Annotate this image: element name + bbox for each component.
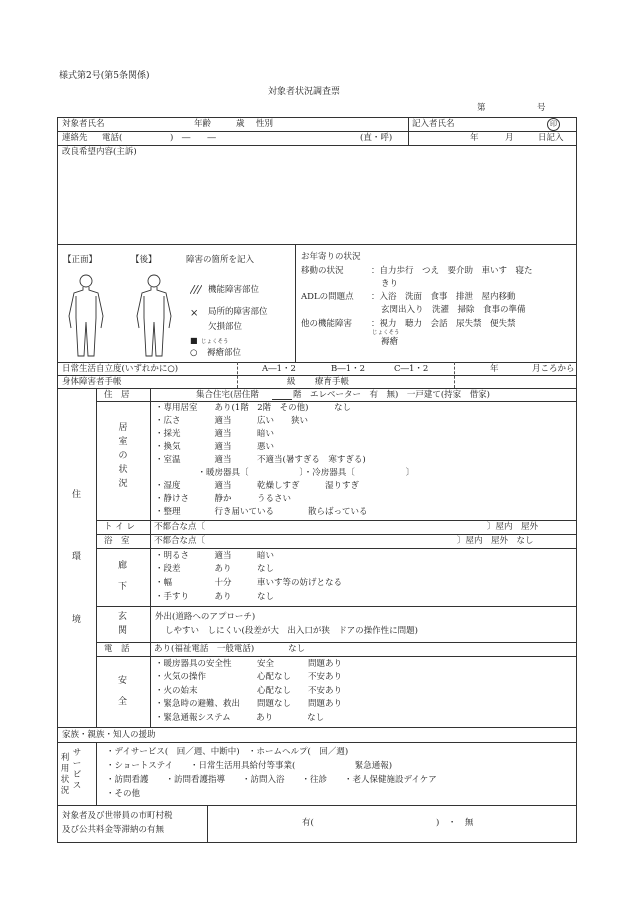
divider [57, 362, 577, 363]
page-title: 対象者状況調査票 [268, 87, 341, 97]
square-legend-icon: ■ [190, 336, 198, 345]
elderly-title: お年寄りの状況 [301, 252, 361, 262]
adl-values: ：入浴 洗面 食事 排泄 屋内移動 [371, 292, 516, 302]
date-day: 日記入 [538, 133, 564, 143]
body-front-figure [62, 272, 110, 360]
phone-type: (直・呼) [360, 133, 393, 143]
divider [96, 520, 577, 521]
divider [150, 388, 151, 727]
room-line-2: ・広さ 適当 広い 狭い [155, 416, 309, 426]
improvement-label: 改良希望内容(主訴) [62, 147, 137, 157]
services-line-3: ・訪問看護 ・訪問看護指導 ・訪問入浴 ・往診 ・老人保健施設デイケア [106, 775, 437, 785]
date-month: 月 [505, 133, 514, 143]
independence-b: B―1・2 [331, 364, 366, 374]
adl-values-cont: 玄関出入り 洗濯 掃除 食事の準備 [381, 305, 526, 315]
services-line-2: ・ショートステイ ・日常生活用具給付等事業( 緊急通報) [106, 761, 393, 771]
divider [96, 401, 577, 402]
handbook-label: 身体障害者手帳 [62, 377, 122, 387]
family-label: 家族・親族・知人の援助 [62, 730, 156, 740]
entrance-line-1: 外出(道路へのアプローチ) [155, 612, 256, 622]
safety-line-2: ・火気の操作 心配なし 不安あり [155, 672, 343, 682]
legend-functional: 機能障害部位 [208, 285, 260, 295]
tax-label-2: 及び公共料金等滞納の有無 [62, 825, 165, 835]
legend-local: 局所的障害部位 [208, 307, 268, 317]
toilet-options: 〕屋内 屋外 [487, 522, 539, 532]
name-label: 対象者氏名 [62, 119, 105, 129]
divider [408, 117, 409, 145]
divider [295, 244, 296, 362]
age-unit: 歳 [236, 119, 245, 129]
divider [96, 606, 577, 607]
services-line-4: ・その他 [106, 789, 141, 799]
hallway-label-1: 廊 [118, 561, 128, 571]
divider [96, 534, 577, 535]
phone-separator: ) ― ― [170, 133, 216, 143]
adl-label: ADLの問題点 [301, 292, 354, 302]
room-line-1: ・専用居室 あり(1階 2階 その他) なし [155, 403, 351, 413]
divider [57, 145, 577, 146]
environment-label-3: 境 [72, 615, 82, 625]
room-line-3: ・採光 適当 暗い [155, 429, 275, 439]
age-label: 年齢 [194, 119, 212, 129]
safety-label-1: 安 [118, 676, 128, 686]
housing-values-2: 階 エレベーター 有 無) 一戸建て(持家 借家) [293, 390, 490, 400]
entrance-label-2: 関 [118, 626, 128, 636]
disability-instruction: 障害の箇所を記入 [186, 255, 255, 265]
other-bedsore: 褥瘡 [381, 337, 399, 347]
contact-label: 連絡先 [62, 133, 88, 143]
environment-label-2: 環 [72, 552, 82, 562]
sex-label: 性別 [256, 119, 274, 129]
divider [57, 375, 577, 376]
floor-blank-line [272, 399, 292, 400]
divider [96, 742, 97, 805]
room-label: 居室の状況 [118, 423, 128, 489]
divider [454, 362, 455, 388]
entrance-line-2: しやすい しにくい(段差が大 出入口が狭 ドアの操作性に問題) [165, 626, 418, 636]
room-line-4: ・換気 適当 悪い [155, 442, 275, 452]
hallway-line-4: ・手すり あり なし [155, 592, 275, 602]
phone-label: 電話( [102, 133, 123, 143]
divider [96, 388, 97, 727]
independence-c: C―1・2 [394, 364, 429, 374]
tax-label-1: 対象者及び世帯員の市町村税 [62, 811, 173, 821]
cross-legend-icon: × [190, 308, 199, 319]
date-year: 年 [470, 133, 479, 143]
recorder-label: 記入者氏名 [412, 119, 455, 129]
handbook-grade: 級 [287, 377, 296, 387]
body-back-figure [130, 272, 178, 360]
number-prefix: 第 [477, 103, 486, 113]
hallway-label-2: 下 [118, 582, 128, 592]
mobility-label: 移動の状況 [301, 266, 344, 276]
phone-env-values: あり(福祉電話 一般電話) なし [154, 644, 306, 654]
toilet-problem: 不都合な点〔 [154, 522, 206, 532]
circle-legend-icon: ○ [190, 348, 198, 358]
divider [57, 388, 577, 389]
divider [57, 805, 577, 806]
mobility-values-cont: きり [381, 279, 399, 289]
divider [96, 548, 577, 549]
divider [207, 805, 208, 843]
safety-label-2: 全 [118, 697, 128, 707]
room-line-7: ・湿度 適当 乾燥しすぎ 湿りすぎ [155, 481, 360, 491]
room-line-6: ・暖房器具〔 〕・冷房器具〔 〕 [155, 468, 415, 478]
safety-line-5: ・緊急通報システム あり なし [155, 713, 325, 723]
safety-line-3: ・火の始末 心配なし 不安あり [155, 686, 343, 696]
environment-label-1: 住 [72, 490, 82, 500]
bath-problem: 不都合な点〔 [154, 536, 206, 546]
mobility-values: ：自力歩行 つえ 要介助 車いす 寝た [371, 266, 533, 276]
entrance-label-1: 玄 [118, 612, 128, 622]
services-side-label-2: 利用状況 [60, 753, 70, 797]
bath-options: 〕屋内 屋外 なし [457, 536, 534, 546]
safety-line-4: ・緊急時の避難、救出 問題なし 問題あり [155, 699, 343, 709]
services-side-label-1: サービス [72, 748, 82, 792]
room-line-8: ・静けさ 静か うるさい [155, 494, 292, 504]
body-back-icon [137, 275, 171, 356]
bath-label: 浴 室 [104, 536, 130, 546]
divider [57, 131, 577, 132]
divider [57, 742, 577, 743]
hatch-legend-icon [190, 285, 202, 294]
room-line-9: ・整理 行き届いている 散らばっている [155, 507, 368, 517]
hallway-line-2: ・段差 あり なし [155, 564, 275, 574]
seal-mark [547, 118, 560, 131]
housing-label: 住 居 [104, 390, 130, 400]
legend-ruby: じょくそう [201, 339, 229, 345]
other-values: ：視力 聴力 会話 尿失禁 便失禁 [371, 319, 516, 329]
independence-a: A―1・2 [262, 364, 296, 374]
body-front-icon [69, 275, 103, 356]
rehab-handbook: 療育手帳 [315, 377, 350, 387]
hallway-line-3: ・幅 十分 車いす等の妨げとなる [155, 578, 343, 588]
number-suffix: 号 [537, 103, 546, 113]
divider [57, 244, 577, 245]
independence-year: 年 [490, 364, 499, 374]
seal-icon: 印 [547, 118, 560, 131]
independence-label: 日常生活自立度(いずれかに○) [62, 364, 179, 374]
hallway-line-1: ・明るさ 適当 暗い [155, 551, 275, 561]
phone-env-label: 電 話 [104, 644, 130, 654]
divider [96, 656, 577, 657]
divider [237, 362, 238, 388]
room-line-5: ・室温 適当 不適当(暑すぎる 寒すぎる) [155, 455, 366, 465]
independence-month: 月ころから [532, 364, 575, 374]
services-line-1: ・デイサービス( 回／週、中断中) ・ホームヘルプ( 回／週) [106, 747, 349, 757]
legend-missing: 欠損部位 [208, 322, 243, 332]
legend-bedsore: 褥瘡部位 [207, 348, 242, 358]
other-ruby: じょくそう [372, 330, 400, 336]
divider [57, 727, 577, 728]
toilet-label: ト イ レ [104, 522, 135, 532]
form-number: 様式第2号(第5条関係) [59, 71, 150, 81]
divider [96, 642, 577, 643]
tax-close: ) ・ 無 [436, 818, 474, 828]
front-label: 【正面】 [63, 255, 98, 265]
housing-values: 集合住宅(居住階 [196, 390, 259, 400]
tax-yes: 有( [302, 818, 314, 828]
safety-line-1: ・暖房器具の安全性 安全 問題あり [155, 659, 343, 669]
other-label: 他の機能障害 [301, 319, 353, 329]
back-label: 【後】 [131, 255, 157, 265]
